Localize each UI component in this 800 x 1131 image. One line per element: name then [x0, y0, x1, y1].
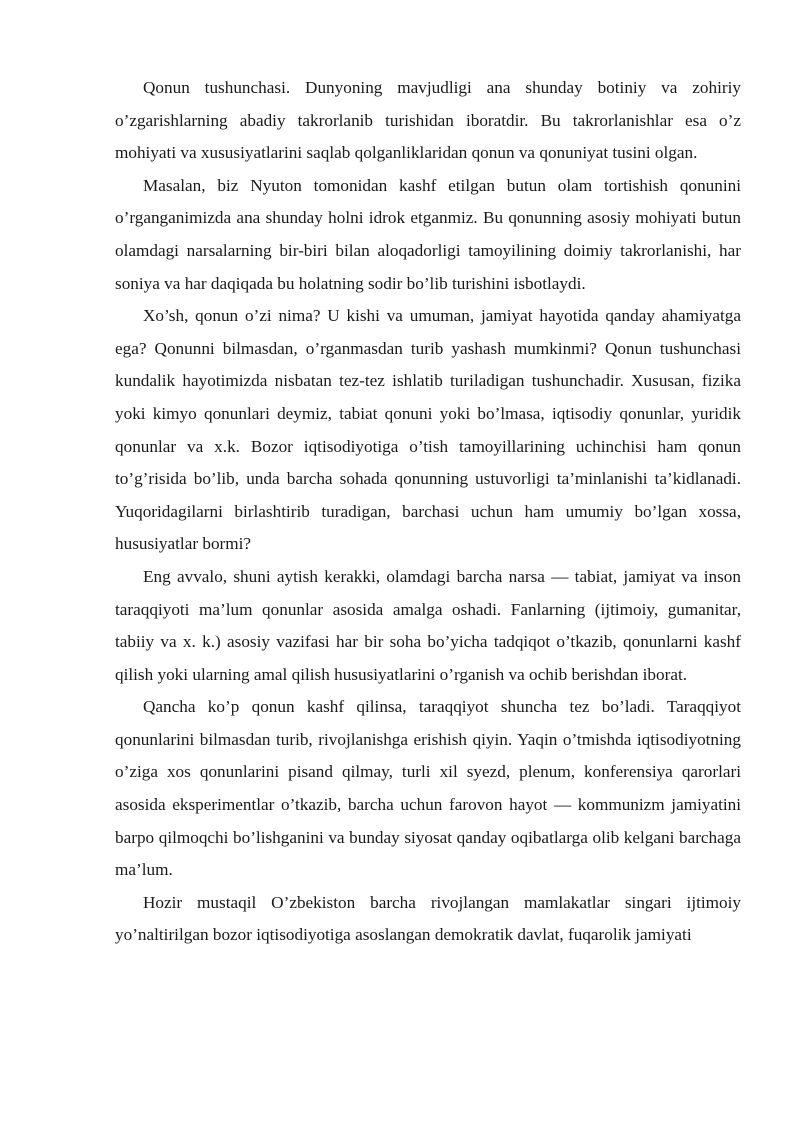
paragraph-5: Qancha ko’p qonun kashf qilinsa, taraqqiyot shuncha tez bo’ladi. Taraqqiyot qonunlarini bilmasdan turib, rivojlanishga erishish qiyin. Yaqin o’tmishda iqtisodiyotning o’ziga xos qonunlarini pisand qilmay, turli xil syezd, plenum, konferensiya qarorlari asosida eksperimentlar o’tkazib, barcha uchun farovon hayot — kommunizm jamiyatini barpo qilmoqchi bo’lishganini va bunday siyosat qanday oqibatlarga olib kelgani barchaga ma’lum. — [115, 697, 741, 880]
paragraph-3: Xo’sh, qonun o’zi nima? U kishi va umuman, jamiyat hayotida qanday ahamiyatga ega? Qonunni bilmasdan, o’rganmasdan turib yashash mumkinmi? Qonun tushunchasi kundalik hayotimizda nisbatan tez-tez ishlatib turiladigan tushunchadir. Xususan, fizika yoki kimyo qonunlari deymiz, tabiat qonuni yoki bo’lmasa, iqtisodiy qonunlar, yuridik qonunlar va x.k. Bozor iqtisodiyotiga o’tish tamoyillarining uchinchisi ham qonun to’g’risida bo’lib, unda barcha sohada qonunning ustuvorligi ta’minlanishi ta’kidlanadi. Yuqoridagilarni birlashtirib turadigan, barchasi uchun ham umumiy bo’lgan xossa, hususiyatlar bormi? — [115, 306, 741, 554]
paragraph-4: Eng avvalo, shuni aytish kerakki, olamdagi barcha narsa — tabiat, jamiyat va inson taraqqiyoti ma’lum qonunlar asosida amalga oshadi. Fanlarning (ijtimoiy, gumanitar, tabiiy va x. k.) asosiy vazifasi har bir soha bo’yicha tadqiqot o’tkazib, qonunlarni kashf qilish yoki ularning amal qilish hususiyatlarini o’rganish va ochib berishdan iborat. — [115, 566, 741, 684]
paragraph-2: Masalan, biz Nyuton tomonidan kashf etilgan butun olam tortishish qonunini o’rganganimizda ana shunday holni idrok etganmiz. Bu qonunning asosiy mohiyati butun olamdagi narsalarning bir-biri bilan aloqadorligi tamoyilining doimiy takrorlanishi, har soniya va har daqiqada bu holatning sodir bo’lib turishini isbotlaydi. — [115, 175, 741, 293]
paragraph-6: Hozir mustaqil O’zbekiston barcha rivojlangan mamlakatlar singari ijtimoiy yo’naltirilgan bozor iqtisodiyotiga asoslangan demokratik davlat, fuqarolik jamiyati — [115, 892, 741, 945]
paragraph-1: Qonun tushunchasi. Dunyoning mavjudligi ana shunday botiniy va zohiriy o’zgarishlarning abadiy takrorlanib turishidan iboratdir. Bu takrorlanishlar esa o’z mohiyati va xususiyatlarini saqlab qolganliklaridan qonun va qonuniyat tusini olgan. — [115, 78, 741, 163]
document-page — [115, 72, 741, 952]
